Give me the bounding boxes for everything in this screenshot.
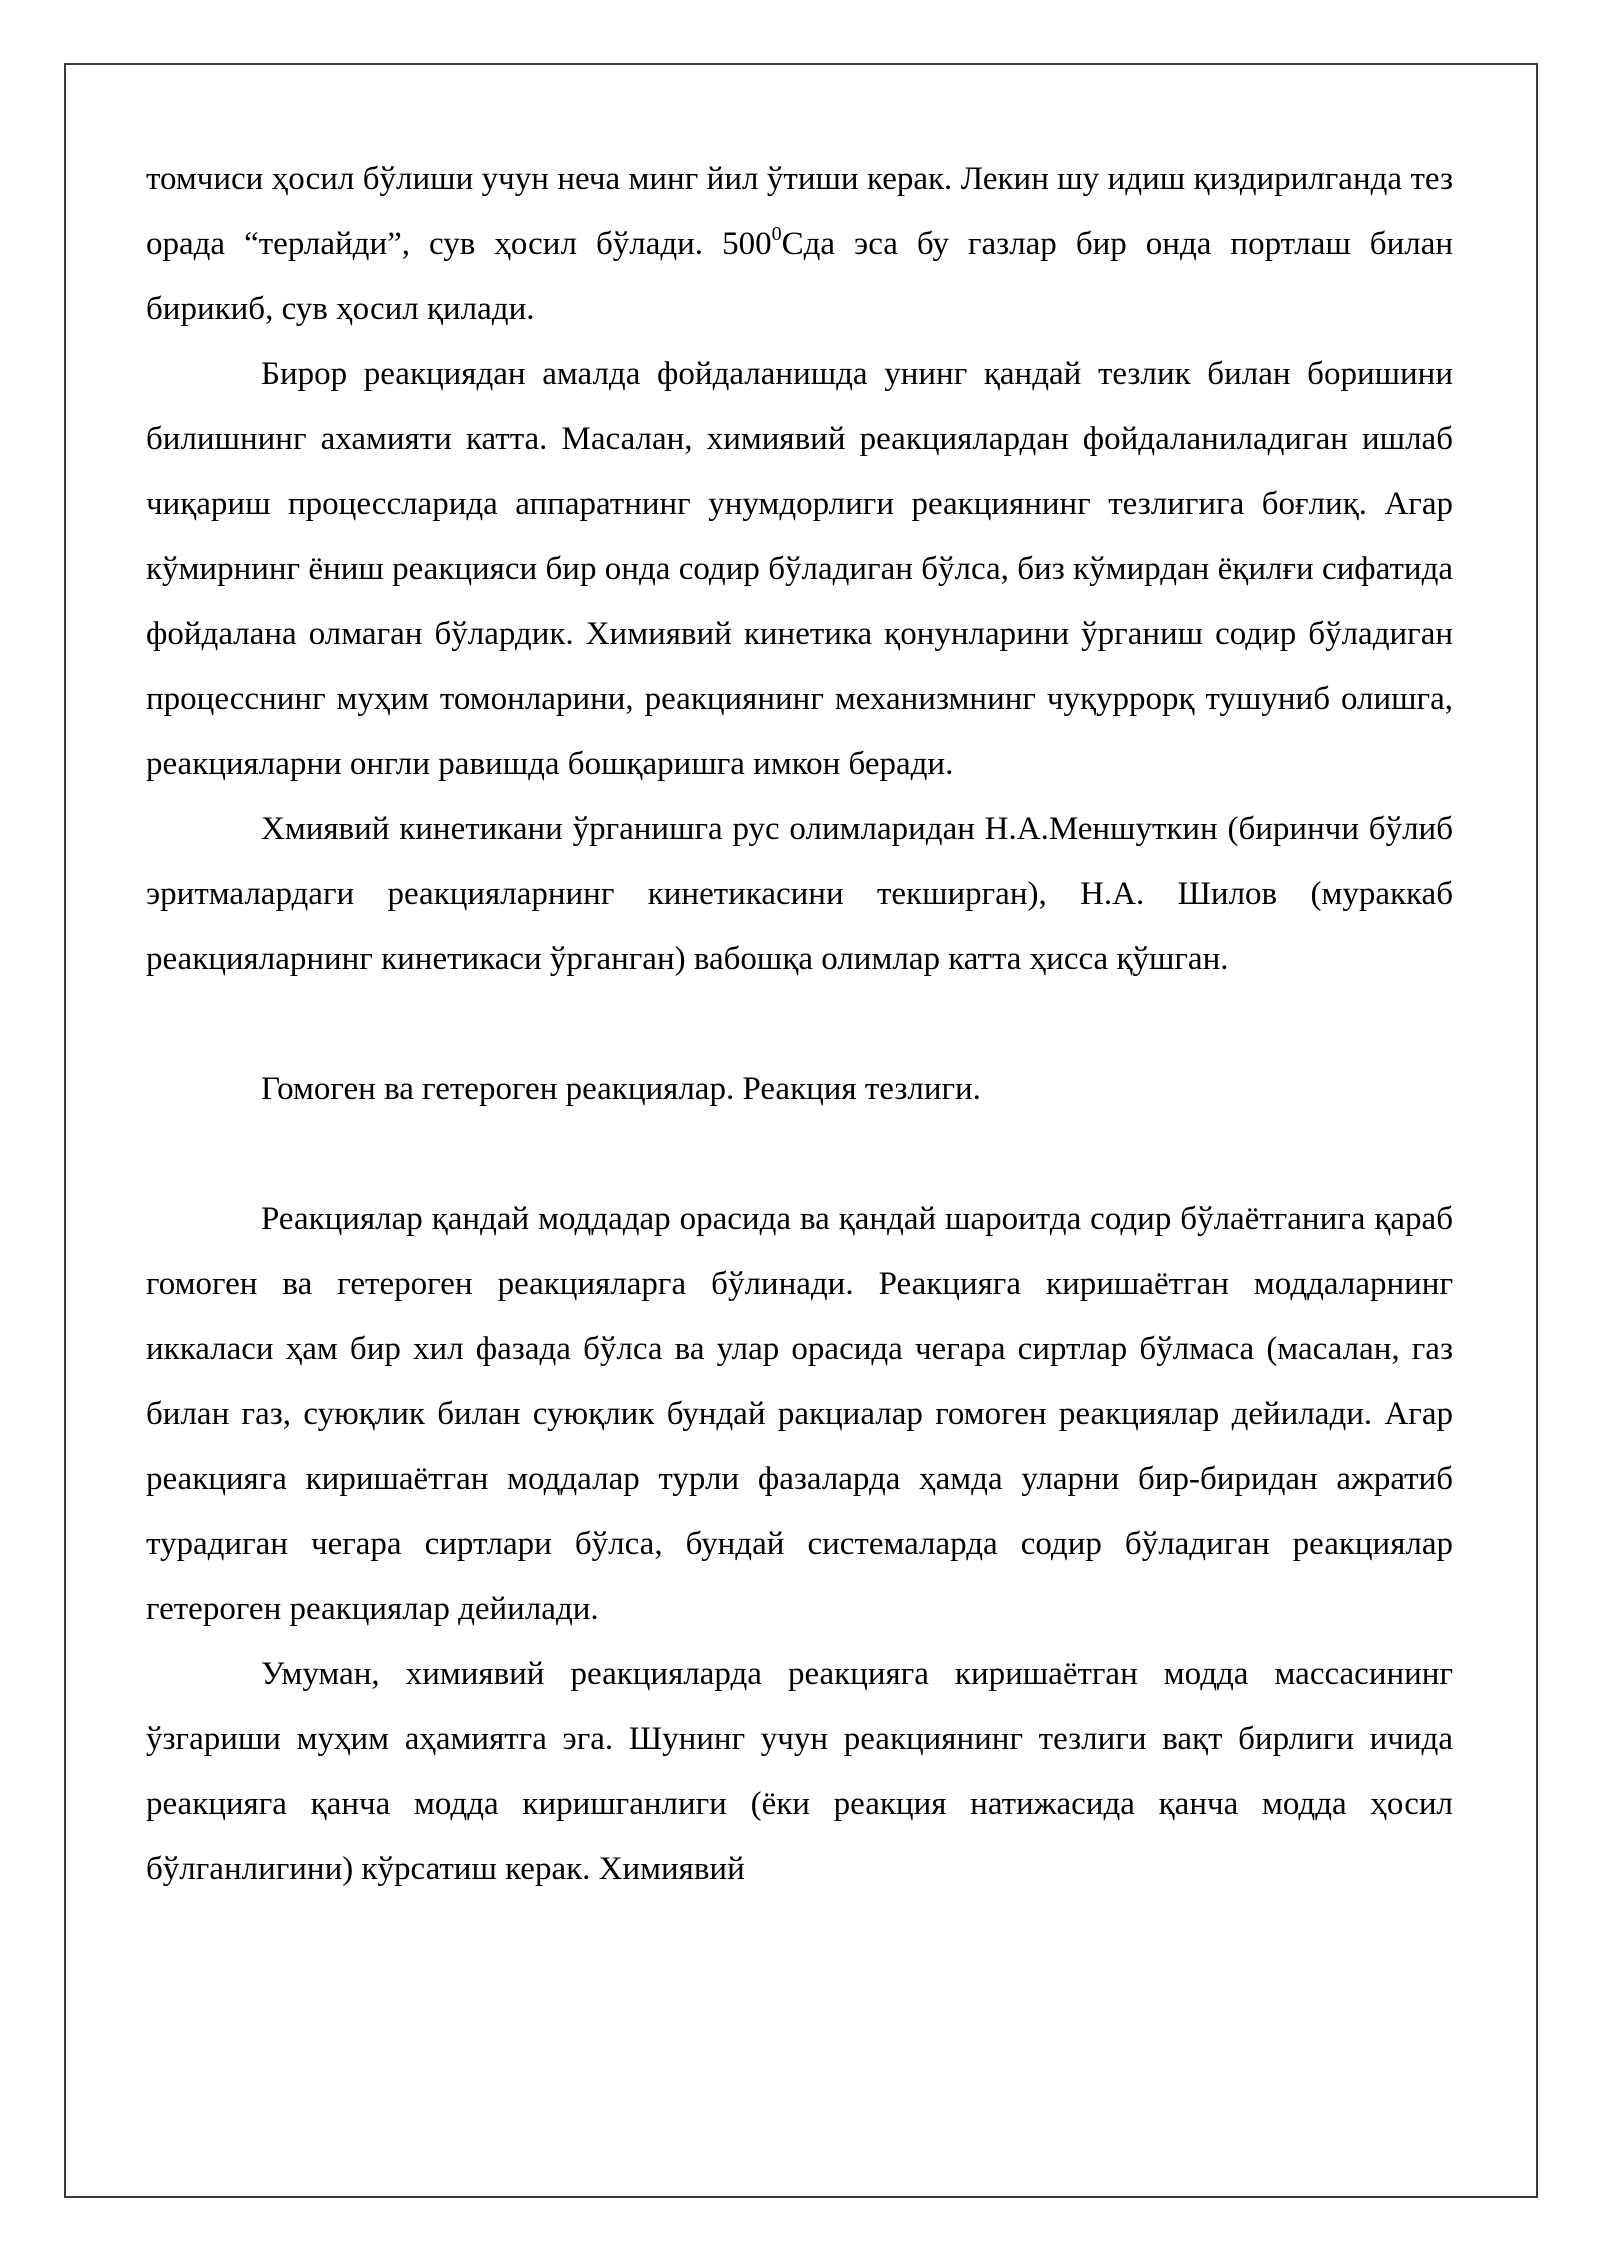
- paragraph-5: Умуман, химиявий реакцияларда реакцияга киришаётган модда массасининг ўзгариши муҳим аҳамиятга эга. Шунинг учун реакциянинг тезлиги вақт бирлиги ичида реакцияга қанча модда киришганлиги (ёки реакция натижасида қанча модда ҳосил бўлганлигини) кўрсатиш керак. Химиявий: [146, 1656, 1453, 1887]
- paragraph-1-text-a: томчиси ҳосил бўлиши учун неча минг йил ўтиши керак. Лекин шу идиш қиздирилганда тез орада “терлайди”, сув ҳосил бўлади. 500: [146, 161, 1453, 262]
- section-heading: Гомоген ва гетероген реакциялар. Реакция тезлиги.: [261, 1071, 981, 1107]
- paragraph-4: Реакциялар қандай моддадар орасида ва қандай шароитда содир бўлаётганига қараб гомоген ва гетероген реакцияларга бўлинади. Реакцияга киришаётган моддаларнинг иккаласи ҳам бир хил фазада бўлса ва улар орасида чегара сиртлар бўлмаса (масалан, газ билан газ, суюқлик билан суюқлик бундай ракциалар гомоген реакциялар дейилади. Агар реакцияга киришаётган моддалар турли фазаларда ҳамда уларни бир-биридан ажратиб турадиган чегара сиртлари бўлса, бундай системаларда содир бўладиган реакциялар гетероген реакциялар дейилади.: [146, 1201, 1453, 1627]
- degree-superscript: 0: [771, 223, 782, 245]
- paragraph-1-text-b: Сда эса бу газлар бир онда портлаш билан бирикиб, сув ҳосил қилади.: [146, 226, 1454, 327]
- paragraph-2: Бирор реакциядан амалда фойдаланишда унинг қандай тезлик билан боришини билишнинг ахамияти катта. Масалан, химиявий реакциялардан фойдаланиладиган ишлаб чиқариш процессларида аппаратнинг унумдорлиги реакциянинг тезлигига боғлиқ. Агар кўмирнинг ёниш реакцияси бир онда содир бўладиган бўлса, биз кўмирдан ёқилғи сифатида фойдалана олмаган бўлардик. Химиявий кинетика қонунларини ўрганиш содир бўладиган процесснинг муҳим томонларини, реакциянинг механизмнинг чуқуррорқ тушуниб олишга, реакцияларни онгли равишда бошқаришга имкон беради.: [146, 356, 1453, 782]
- document-body: [146, 147, 1453, 1902]
- paragraph-1: [146, 147, 1453, 342]
- paragraph-3: Хмиявий кинетикани ўрганишга рус олимларидан Н.А.Меншуткин (биринчи бўлиб эритмалардаги реакцияларнинг кинетикасини текширган), Н.А. Шилов (мураккаб реакцияларнинг кинетикаси ўрганган) вабошқа олимлар катта ҳисса қўшган.: [146, 811, 1453, 977]
